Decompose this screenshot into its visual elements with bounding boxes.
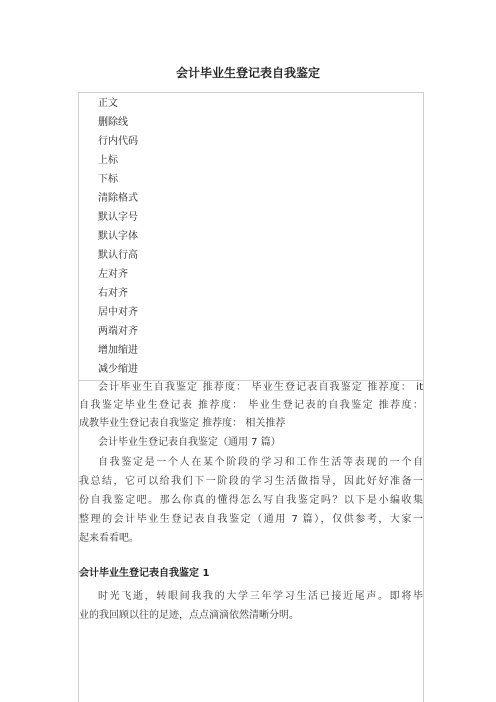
- menu-item-superscript[interactable]: 上标: [98, 155, 118, 166]
- menu-item-strikethrough[interactable]: 删除线: [98, 117, 128, 128]
- menu-item-align-right[interactable]: 右对齐: [98, 288, 128, 299]
- intro-paragraph-line: 我总结，它可以给我们下一阶段的学习生活做指导，因此好好准备一: [79, 476, 423, 487]
- menu-item-default-font[interactable]: 默认字体: [98, 231, 138, 242]
- menu-item-align-justify[interactable]: 两端对齐: [98, 326, 138, 337]
- document-frame: [78, 92, 424, 702]
- intro-paragraph-line: 整理的会计毕业生登记表自我鉴定（通用 7 篇），仅供参考，大家一: [79, 514, 423, 525]
- menu-item-align-center[interactable]: 居中对齐: [98, 307, 138, 318]
- recommendation-line: 自我鉴定毕业生登记表 推荐度： 毕业生登记表的自我鉴定 推荐度：: [79, 400, 423, 411]
- section-paragraph-line: 业的我回顾以往的足迹，点点滴滴依然清晰分明。: [79, 610, 299, 621]
- menu-item-subscript[interactable]: 下标: [98, 174, 118, 185]
- recommendation-line: 成教毕业生登记表自我鉴定 推荐度： 相关推荐: [79, 418, 286, 429]
- intro-paragraph-line: 份自我鉴定吧。那么你真的懂得怎么写自我鉴定吗？以下是小编收集: [79, 495, 423, 506]
- menu-item-clear-format[interactable]: 清除格式: [98, 193, 138, 204]
- menu-item-outdent[interactable]: 减少缩进: [98, 364, 138, 375]
- section-paragraph-line: 时光飞逝，转眼间我我的大学三年学习生活已接近尾声。即将毕: [98, 591, 423, 602]
- section-heading: 会计毕业生登记表自我鉴定 1: [79, 568, 210, 579]
- menu-item-default-size[interactable]: 默认字号: [98, 212, 138, 223]
- format-menu: [79, 93, 423, 381]
- intro-paragraph-line: 自我鉴定是一个人在某个阶段的学习和工作生活等表现的一个自: [98, 457, 423, 468]
- recommendation-line: 会计毕业生自我鉴定 推荐度： 毕业生登记表自我鉴定 推荐度： it: [98, 382, 423, 393]
- menu-item-default-line-height[interactable]: 默认行高: [98, 250, 138, 261]
- intro-paragraph-line: 起来看看吧。: [79, 533, 139, 544]
- menu-item-indent[interactable]: 增加缩进: [98, 345, 138, 356]
- menu-item-inline-code[interactable]: 行内代码: [98, 136, 138, 147]
- document-title: 会计毕业生登记表自我鉴定: [175, 66, 320, 80]
- menu-item-align-left[interactable]: 左对齐: [98, 269, 128, 280]
- menu-item-body-text[interactable]: 正文: [98, 98, 118, 109]
- article-subtitle: 会计毕业生登记表自我鉴定（通用 7 篇）: [98, 437, 281, 448]
